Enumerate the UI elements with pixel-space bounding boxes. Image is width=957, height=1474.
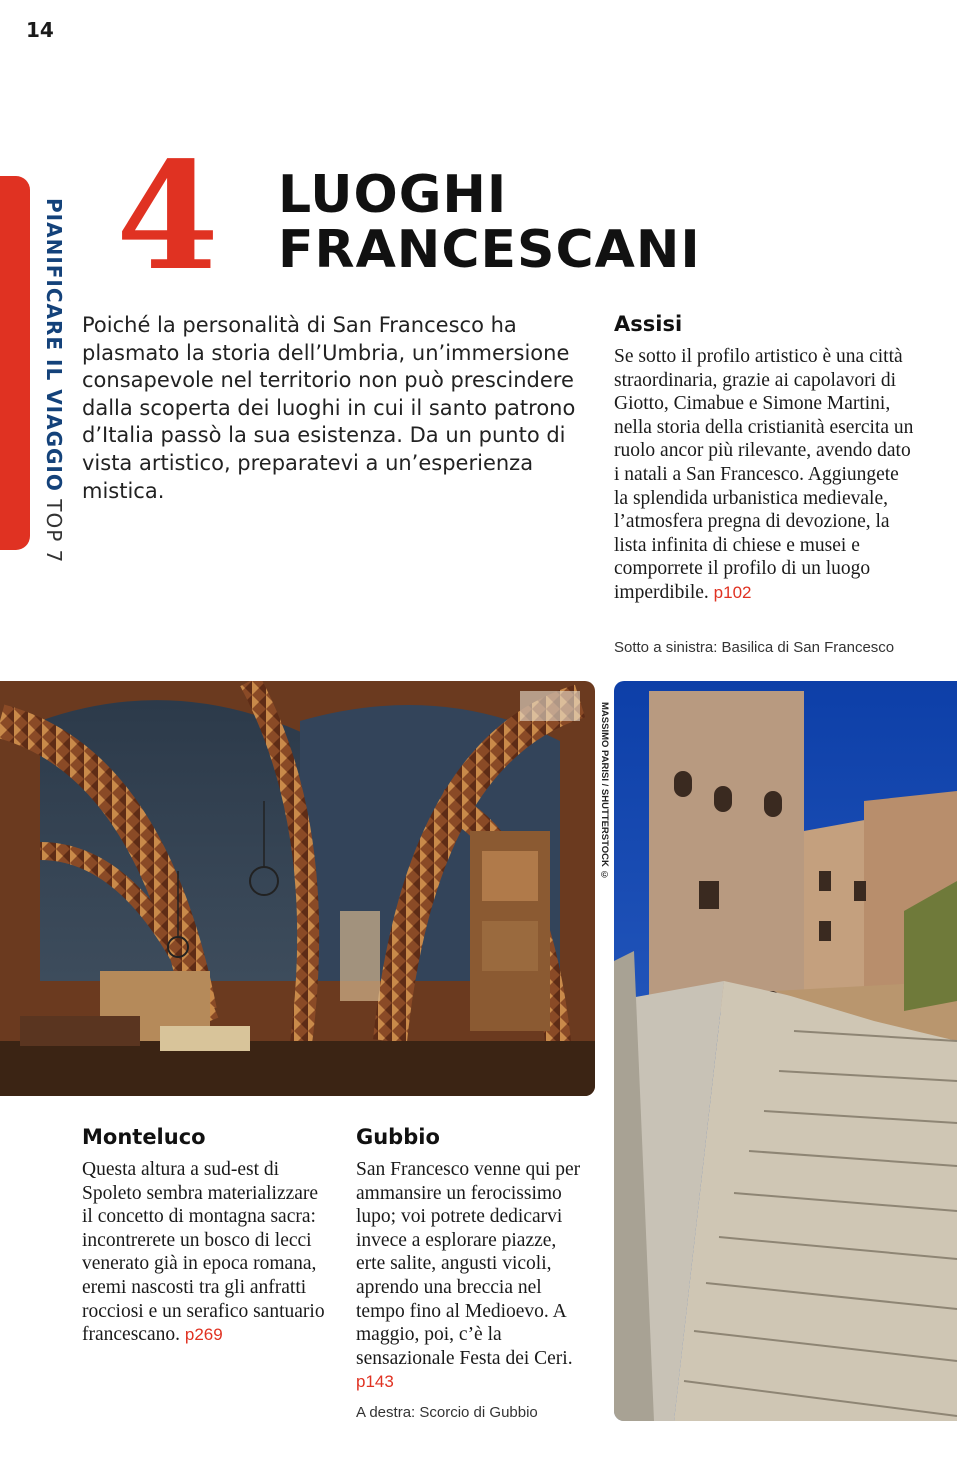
monteluco-page-ref[interactable]: p269: [184, 1325, 223, 1345]
title-line-1: LUOGHI: [278, 165, 508, 225]
page-title: [278, 165, 701, 280]
gubbio-description: [356, 1158, 586, 1394]
monteluco-heading: Monteluco: [82, 1125, 206, 1149]
monteluco-description: [82, 1158, 332, 1347]
section-tab: [0, 176, 30, 550]
gubbio-text: San Francesco venne qui per ammansire un ferocissimo lupo; voi potrete dedicarvi invece a esplorare piazze, erte salite, angusti vicoli, aprendo una breccia nel tempo fino al Medioevo. A maggio, poi, c’è la sensazionale Festa dei Ceri.: [356, 1159, 581, 1369]
list-number: 4: [116, 129, 219, 303]
gubbio-photo: [614, 681, 957, 1421]
monteluco-text: Questa altura a sud-est di Spoleto sembra materializzare il concetto di montagna sacra: incontrerete un bosco di lecci venerato già in epoca romana, eremi nascosti tra gli anfratti rocciosi e un serafico santuario francescano.: [82, 1159, 325, 1346]
section-label: [40, 198, 66, 564]
basilica-photo: [0, 681, 595, 1096]
section-title: PIANIFICARE IL VIAGGIO: [42, 198, 66, 492]
assisi-page-ref[interactable]: p102: [713, 582, 752, 602]
intro-paragraph: Poiché la personalità di San Francesco ha plasmato la storia dell’Umbria, un’immersione consapevole nel territorio non può prescindere dalla scoperta dei luoghi in cui il santo patrono d’Italia passò la sua esistenza. Da un punto di vista artistico, preparatevi a un’esperienza mistica.: [82, 313, 576, 503]
assisi-text: Se sotto il profilo artistico è una città straordinaria, grazie ai capolavori di Giotto, Cimabue e Simone Martini, nella storia della cristianità esercita un ruolo ancor più rilevante, avendo dato i natali a San Francesco. Aggiungete la splendida urbanistica medievale, l’atmosfera pregna di devozione, la lista infinita di chiese e musei e comporrete il profilo di un luogo imperdibile.: [614, 346, 914, 603]
title-line-2: FRANCESCANI: [278, 220, 701, 280]
page-number: 14: [26, 18, 54, 42]
gubbio-heading: Gubbio: [356, 1125, 440, 1149]
assisi-caption: Sotto a sinistra: Basilica di San Francesco: [614, 639, 895, 656]
assisi-heading: Assisi: [614, 312, 683, 336]
photo-credit: MASSIMO PARISI / SHUTTERSTOCK ©: [599, 702, 610, 881]
gubbio-page-ref[interactable]: p143: [356, 1372, 394, 1392]
section-subtitle: TOP 7: [42, 499, 66, 564]
assisi-description: [614, 345, 914, 605]
gubbio-caption: A destra: Scorcio di Gubbio: [356, 1404, 538, 1421]
